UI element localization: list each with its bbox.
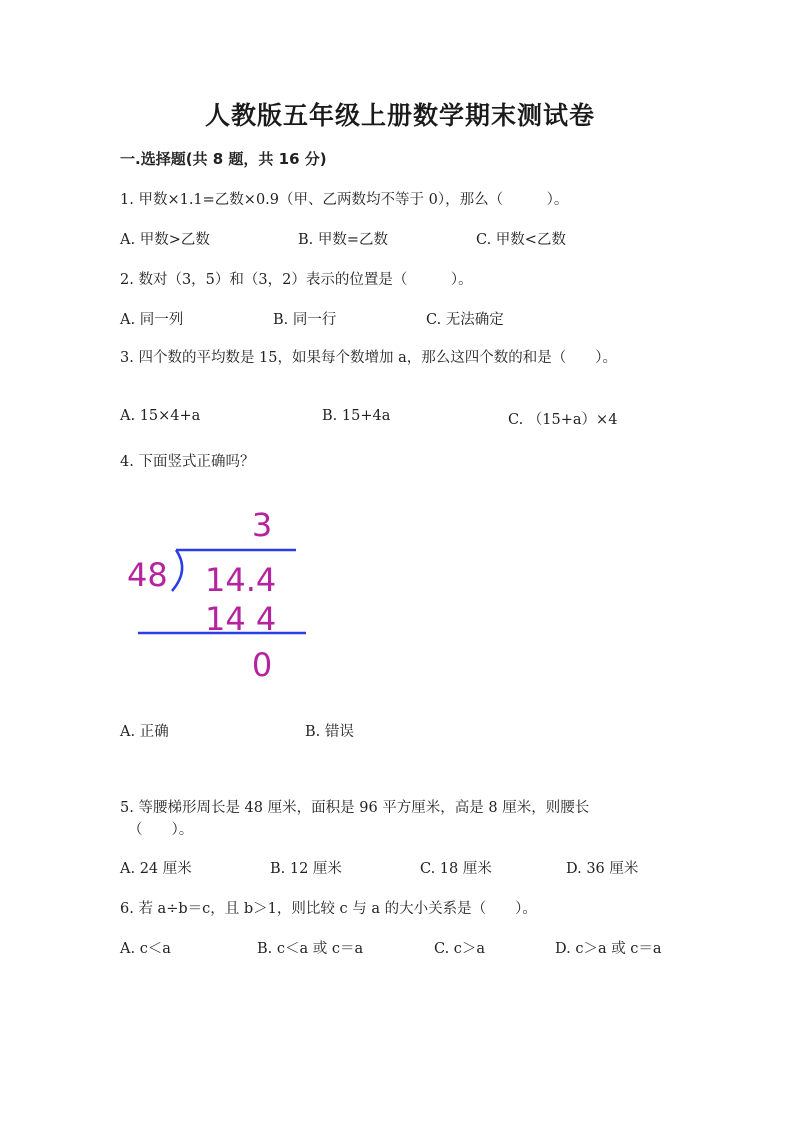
- question-3-option-c[interactable]: C. （15+a）×4: [508, 412, 618, 428]
- question-3-option-b[interactable]: B. 15+4a: [322, 408, 391, 424]
- section-heading: 一.选择题(共 8 题，共 16 分): [120, 150, 327, 168]
- question-4-option-b[interactable]: B. 错误: [305, 724, 354, 740]
- question-6-option-a[interactable]: A. c＜a: [120, 941, 171, 957]
- question-6-text: 6. 若 a÷b＝c，且 b＞1，则比较 c 与 a 的大小关系是（ ）。: [120, 901, 537, 917]
- question-6-option-b[interactable]: B. c＜a 或 c＝a: [257, 941, 364, 957]
- question-5-option-a[interactable]: A. 24 厘米: [120, 861, 192, 877]
- divisor-text: 48: [127, 556, 168, 594]
- question-5-option-b[interactable]: B. 12 厘米: [270, 861, 342, 877]
- question-2-option-b[interactable]: B. 同一行: [273, 312, 337, 328]
- product-text: 14 4: [205, 600, 277, 638]
- question-5-option-d[interactable]: D. 36 厘米: [566, 861, 639, 877]
- question-6-option-c[interactable]: C. c＞a: [434, 941, 486, 957]
- question-3-option-a[interactable]: A. 15×4+a: [120, 408, 201, 424]
- question-2-option-a[interactable]: A. 同一列: [120, 312, 184, 328]
- question-4-text: 4. 下面竖式正确吗？: [120, 454, 255, 470]
- remainder-text: 0: [251, 646, 273, 684]
- question-5-text-line-2: （ ）。: [128, 822, 194, 838]
- question-2-option-c[interactable]: C. 无法确定: [426, 312, 504, 328]
- question-5-text-line-1: 5. 等腰梯形周长是 48 厘米，面积是 96 平方厘米，高是 8 厘米，则腰长: [120, 800, 590, 816]
- division-bracket: [172, 550, 182, 591]
- question-6-option-d[interactable]: D. c＞a 或 c＝a: [555, 941, 662, 957]
- question-4-option-a[interactable]: A. 正确: [120, 724, 169, 740]
- question-3-text: 3. 四个数的平均数是 15，如果每个数增加 a，那么这四个数的和是（ ）。: [120, 350, 618, 366]
- long-division-figure: [120, 495, 320, 695]
- quotient-text: 3: [251, 506, 273, 544]
- question-5-option-c[interactable]: C. 18 厘米: [420, 861, 492, 877]
- question-2-text: 2. 数对（3，5）和（3，2）表示的位置是（ ）。: [120, 272, 473, 288]
- dividend-text: 14.4: [205, 561, 277, 599]
- question-1-option-c[interactable]: C. 甲数<乙数: [476, 232, 566, 248]
- question-1-option-a[interactable]: A. 甲数>乙数: [120, 232, 210, 248]
- page-title: 人教版五年级上册数学期末测试卷: [204, 101, 595, 130]
- question-1-text: 1. 甲数×1.1=乙数×0.9（甲、乙两数均不等于 0），那么（ ）。: [120, 192, 569, 208]
- question-1-option-b[interactable]: B. 甲数=乙数: [298, 232, 389, 248]
